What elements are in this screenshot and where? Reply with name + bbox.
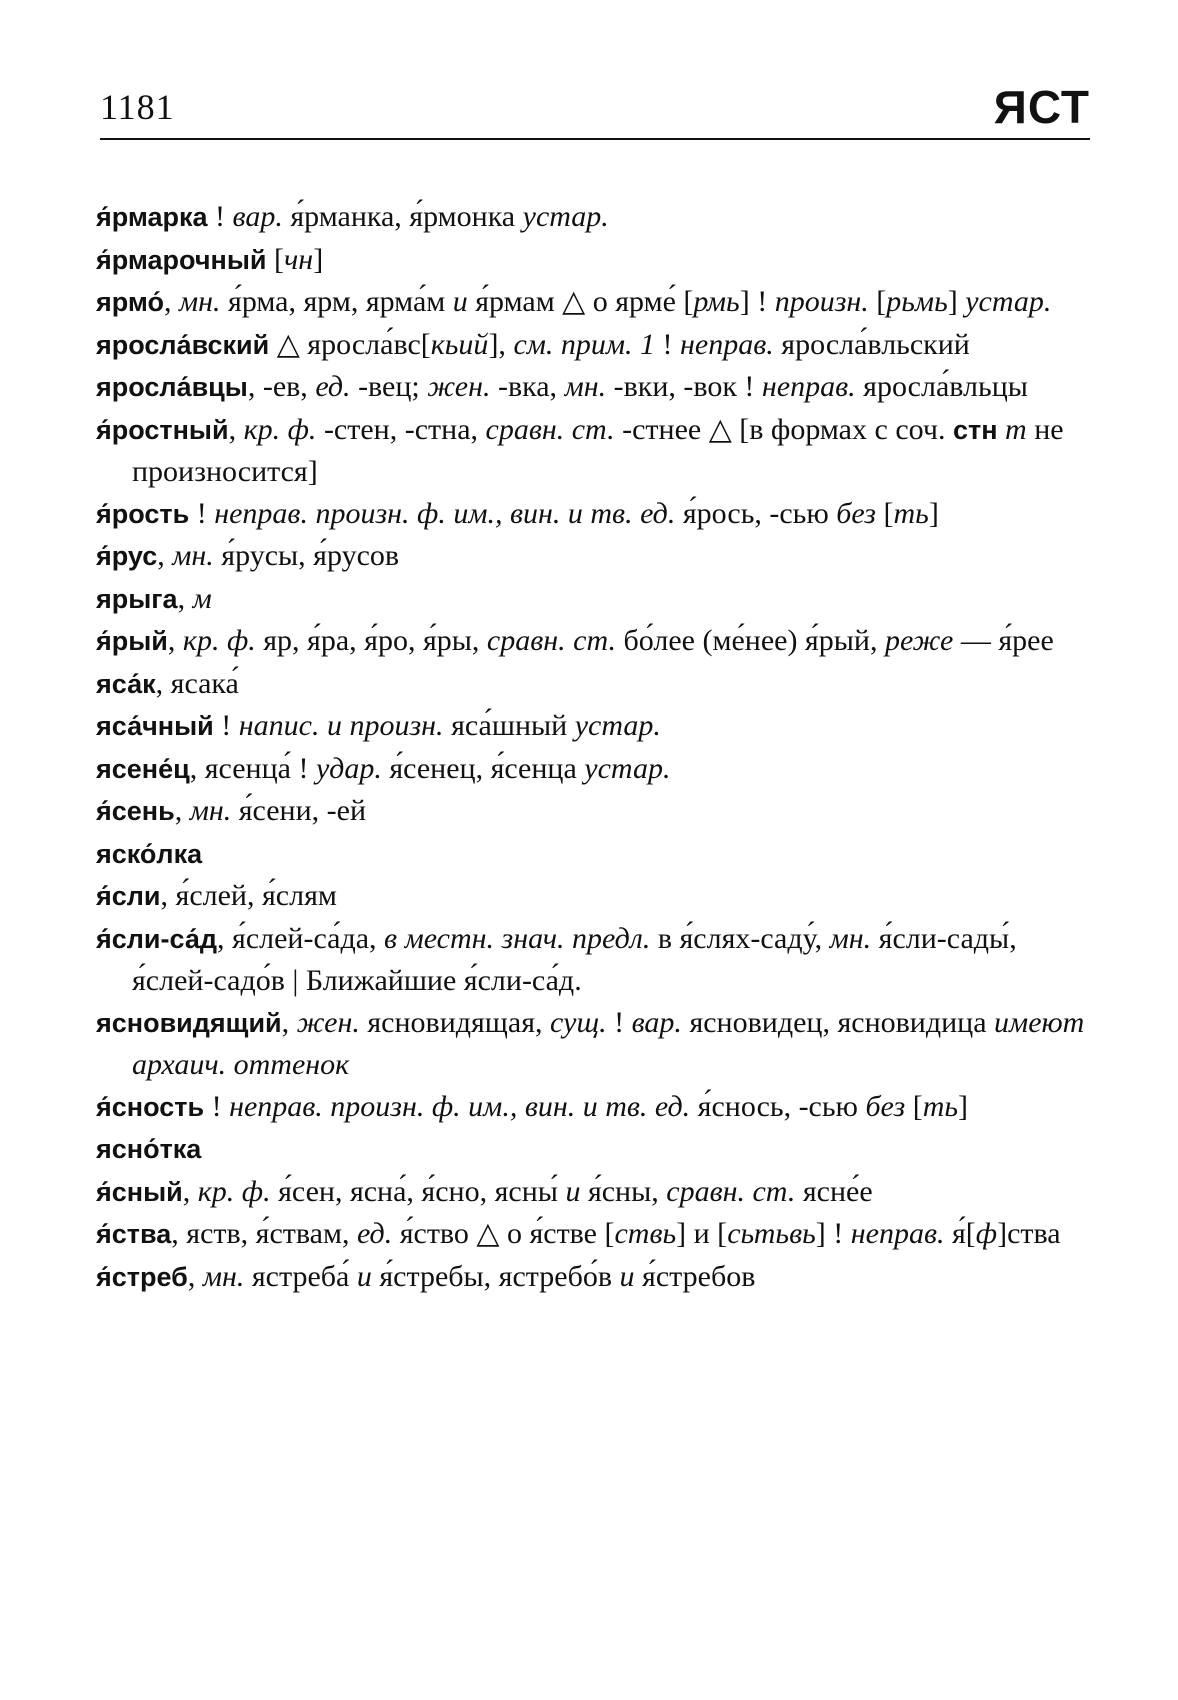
entry-text: , bbox=[187, 1259, 203, 1293]
dictionary-entry bbox=[96, 1213, 1092, 1256]
page-header bbox=[100, 78, 1090, 140]
entry-text: я́стребы, ястребо́в bbox=[371, 1259, 620, 1293]
entry-text: [ bbox=[266, 242, 284, 276]
entry-text: бо́лее (ме́нее) я́рый, bbox=[616, 624, 885, 657]
dictionary-entry bbox=[96, 790, 1092, 833]
entry-text: я́рось, -сью bbox=[675, 496, 837, 530]
entry-text: ясне́е bbox=[795, 1174, 873, 1208]
entry-text: ! bbox=[189, 496, 215, 530]
entry-text: , bbox=[174, 794, 190, 827]
entry-text: -вец; bbox=[350, 370, 428, 403]
entry-text: я́снось, -сью bbox=[690, 1089, 866, 1123]
grammar-note: устар. bbox=[965, 285, 1052, 318]
grammar-note: неправ. произн. ф. им., вин. и тв. ед. bbox=[214, 496, 676, 530]
grammar-note: имеют архаич. оттенок bbox=[132, 1005, 1085, 1081]
entry-text: , bbox=[157, 539, 173, 572]
grammar-note: и bbox=[565, 1174, 581, 1208]
grammar-note: ед. bbox=[356, 1217, 393, 1250]
entry-text: ] bbox=[947, 285, 966, 318]
entry-text: ], bbox=[488, 327, 514, 361]
grammar-note: устар. bbox=[584, 751, 671, 785]
entry-text: я́сенец, я́сенца bbox=[381, 751, 585, 785]
headword: ясене́ц bbox=[96, 753, 190, 784]
dictionary-entry bbox=[96, 1086, 1092, 1129]
entry-text: я́[ bbox=[944, 1217, 976, 1250]
grammar-note: чн bbox=[283, 242, 314, 276]
headword: ярмо́ bbox=[96, 287, 165, 317]
entry-text bbox=[998, 413, 1006, 446]
entry-text: я́рма, ярм, ярма́м bbox=[220, 285, 453, 318]
entry-text: ] bbox=[313, 242, 324, 276]
dictionary-entry bbox=[96, 535, 1092, 578]
headword: я́сли bbox=[96, 881, 161, 911]
grammar-note: кр. ф. bbox=[182, 624, 256, 657]
dictionary-entry bbox=[96, 1128, 1092, 1171]
headword: я́ства bbox=[96, 1219, 172, 1249]
grammar-note: рьмь bbox=[886, 285, 948, 318]
grammar-note: кр. ф. bbox=[243, 412, 317, 446]
headword: я́рмарочный bbox=[96, 244, 267, 275]
grammar-note: кр. ф. bbox=[197, 1174, 271, 1208]
grammar-note: кьий bbox=[430, 327, 489, 361]
headword: я́рус bbox=[96, 541, 158, 571]
grammar-note: и bbox=[356, 1259, 372, 1293]
entry-text: , bbox=[228, 412, 244, 446]
entry-text: , bbox=[182, 1174, 198, 1208]
grammar-note: и bbox=[619, 1259, 635, 1293]
dictionary-entry bbox=[96, 409, 1092, 493]
dictionary-entry bbox=[96, 705, 1092, 748]
dictionary-entry bbox=[96, 1171, 1092, 1214]
grammar-note: мн. bbox=[172, 539, 214, 572]
grammar-note: в местн. знач. предл. bbox=[384, 921, 651, 955]
headword: я́стреб bbox=[96, 1261, 188, 1292]
grammar-note: мн. bbox=[202, 1259, 245, 1293]
grammar-note: произн. bbox=[774, 285, 869, 318]
entry-text: я́ство △ о я́стве [ bbox=[392, 1217, 615, 1250]
grammar-note: т bbox=[1005, 412, 1027, 446]
headword: яса́к bbox=[96, 668, 156, 699]
grammar-note: и bbox=[452, 285, 468, 318]
entry-text: ] и [ bbox=[676, 1217, 728, 1250]
headword: я́сный bbox=[96, 1176, 183, 1207]
headword: я́сли-са́д bbox=[96, 923, 218, 954]
dictionary-entry bbox=[96, 748, 1092, 791]
headword: я́рый bbox=[96, 626, 168, 656]
entry-text: ! bbox=[606, 1005, 632, 1039]
dictionary-entry bbox=[96, 1256, 1092, 1299]
entry-text: я́сны, bbox=[580, 1174, 667, 1208]
running-head: ЯСТ bbox=[993, 81, 1090, 133]
grammar-note: мн. bbox=[829, 921, 872, 955]
entry-text: ] bbox=[958, 1089, 969, 1123]
entry-text: , bbox=[177, 581, 193, 615]
entry-text: ! bbox=[213, 709, 239, 742]
entry-text: -вка, bbox=[490, 370, 565, 403]
headword: я́рмарка bbox=[96, 202, 208, 232]
dictionary-entry bbox=[96, 620, 1092, 663]
entry-text: я́стребов bbox=[634, 1259, 756, 1293]
headword: яросла́вский bbox=[96, 329, 270, 360]
grammar-note: удар. bbox=[315, 751, 382, 785]
dictionary-entry bbox=[96, 324, 1092, 367]
headword: я́сень bbox=[96, 796, 175, 826]
entry-text: ясновидящая, bbox=[359, 1005, 551, 1039]
grammar-note: м bbox=[192, 581, 212, 615]
dictionary-entry bbox=[96, 875, 1092, 918]
grammar-note: без bbox=[865, 1089, 906, 1123]
entry-text: [ bbox=[868, 285, 887, 318]
entry-text: ] bbox=[928, 496, 939, 530]
entry-text: -стнее △ [в формах с соч. bbox=[614, 412, 953, 446]
headword: я́сность bbox=[96, 1091, 205, 1122]
entry-text: ястреба́ bbox=[244, 1259, 357, 1293]
entry-text: я́русы, я́русов bbox=[213, 539, 400, 572]
grammar-note: сравн. ст. bbox=[485, 412, 615, 446]
entry-text: я́сен, ясна́, я́сно, ясны́ bbox=[270, 1174, 566, 1208]
entry-text: яросла́вльцы bbox=[855, 370, 1028, 403]
headword: ярыга bbox=[96, 583, 178, 614]
entry-text: -вки, -вок ! bbox=[606, 370, 762, 403]
entry-text: , я́слей-са́да, bbox=[217, 921, 385, 955]
entry-text: не произносится] bbox=[132, 412, 1064, 488]
dictionary-entry bbox=[96, 493, 1092, 536]
headword: ясно́тка bbox=[96, 1134, 202, 1164]
entry-text: , яств, я́ствам, bbox=[171, 1217, 357, 1250]
entry-text: , ясенца́ ! bbox=[189, 751, 316, 785]
grammar-note: устар. bbox=[574, 709, 661, 742]
entry-text: яса́шный bbox=[443, 709, 575, 742]
entry-text: , bbox=[281, 1005, 297, 1039]
grammar-note: без bbox=[836, 496, 876, 530]
grammar-note: жен. bbox=[296, 1005, 360, 1039]
entry-text: я́рмам △ о ярме́ [ bbox=[467, 285, 694, 318]
dictionary-entry bbox=[96, 239, 1092, 282]
dictionary-entry bbox=[96, 578, 1092, 621]
entry-text: ! bbox=[655, 327, 681, 361]
grammar-note: ть bbox=[893, 496, 929, 530]
entry-text: , я́слей, я́слям bbox=[160, 879, 337, 912]
entry-text: , bbox=[164, 285, 180, 318]
entry-text: ! bbox=[207, 200, 233, 233]
grammar-note: устар. bbox=[522, 200, 609, 233]
grammar-note: ф bbox=[975, 1217, 998, 1250]
entry-text: , -ев, bbox=[247, 370, 316, 403]
page-number: 1181 bbox=[100, 87, 175, 127]
headword: яросла́вцы bbox=[96, 372, 248, 402]
grammar-note: вар. bbox=[232, 200, 283, 233]
entry-text: я́рманка, я́рмонка bbox=[282, 200, 523, 233]
grammar-note: мн. bbox=[564, 370, 607, 403]
entry-text: [ bbox=[905, 1089, 923, 1123]
dictionary-entries bbox=[96, 196, 1092, 1298]
headword: я́ростный bbox=[96, 414, 229, 445]
entry-text: ] ! bbox=[815, 1217, 851, 1250]
entry-text: — я́рее bbox=[953, 624, 1054, 657]
entry-text: яр, я́ра, я́ро, я́ры, bbox=[255, 624, 487, 657]
headword: яско́лка bbox=[96, 838, 203, 869]
grammar-note: ть bbox=[922, 1089, 959, 1123]
grammar-note: сравн. ст. bbox=[666, 1174, 796, 1208]
headword: яса́чный bbox=[96, 711, 214, 741]
grammar-note: неправ. bbox=[680, 327, 774, 361]
dictionary-entry bbox=[96, 833, 1092, 876]
grammar-note: сравн. ст. bbox=[486, 624, 616, 657]
grammar-note: рмь bbox=[693, 285, 740, 318]
entry-text: , bbox=[167, 624, 183, 657]
entry-text: ясновидец, ясновидица bbox=[681, 1005, 995, 1039]
dictionary-entry bbox=[96, 281, 1092, 324]
entry-text: я́сени, -ей bbox=[231, 794, 366, 827]
entry-text: , ясака́ bbox=[155, 666, 239, 700]
grammar-note: неправ. bbox=[761, 370, 856, 403]
entry-text: ] ! bbox=[739, 285, 775, 318]
entry-text: -стен, -стна, bbox=[316, 412, 486, 446]
entry-text: ! bbox=[204, 1089, 230, 1123]
bold-text: стн bbox=[952, 414, 998, 445]
entry-text: яросла́вльский bbox=[773, 327, 970, 361]
entry-text: [ bbox=[876, 496, 894, 530]
dictionary-entry bbox=[96, 196, 1092, 239]
grammar-note: жен. bbox=[427, 370, 491, 403]
dictionary-entry bbox=[96, 1002, 1092, 1086]
grammar-note: мн. bbox=[189, 794, 232, 827]
grammar-note: вар. bbox=[631, 1005, 682, 1039]
grammar-note: сущ. bbox=[550, 1005, 607, 1039]
grammar-note: реже bbox=[884, 624, 954, 657]
entry-text: ]ства bbox=[997, 1217, 1061, 1250]
grammar-note: сьтьвь bbox=[727, 1217, 816, 1250]
headword: ясновидящий bbox=[96, 1007, 282, 1038]
entry-text: я́сли-сады́, я́слей-садо́в | Ближайшие я́сли-са́д. bbox=[132, 921, 1017, 997]
grammar-note: ед. bbox=[315, 370, 351, 403]
grammar-note: см. прим. 1 bbox=[513, 327, 656, 361]
grammar-note: ствь bbox=[614, 1217, 677, 1250]
grammar-note: неправ. bbox=[850, 1217, 945, 1250]
dictionary-entry bbox=[96, 663, 1092, 706]
grammar-note: напис. и произн. bbox=[238, 709, 444, 742]
dictionary-entry bbox=[96, 366, 1092, 409]
dictionary-entry bbox=[96, 918, 1092, 1002]
grammar-note: неправ. произн. ф. им., вин. и тв. ед. bbox=[229, 1089, 691, 1123]
headword: я́рость bbox=[96, 498, 190, 529]
grammar-note: мн. bbox=[179, 285, 221, 318]
entry-text: △ яросла́вс[ bbox=[269, 327, 431, 361]
entry-text: в я́слях-саду́, bbox=[650, 921, 830, 955]
